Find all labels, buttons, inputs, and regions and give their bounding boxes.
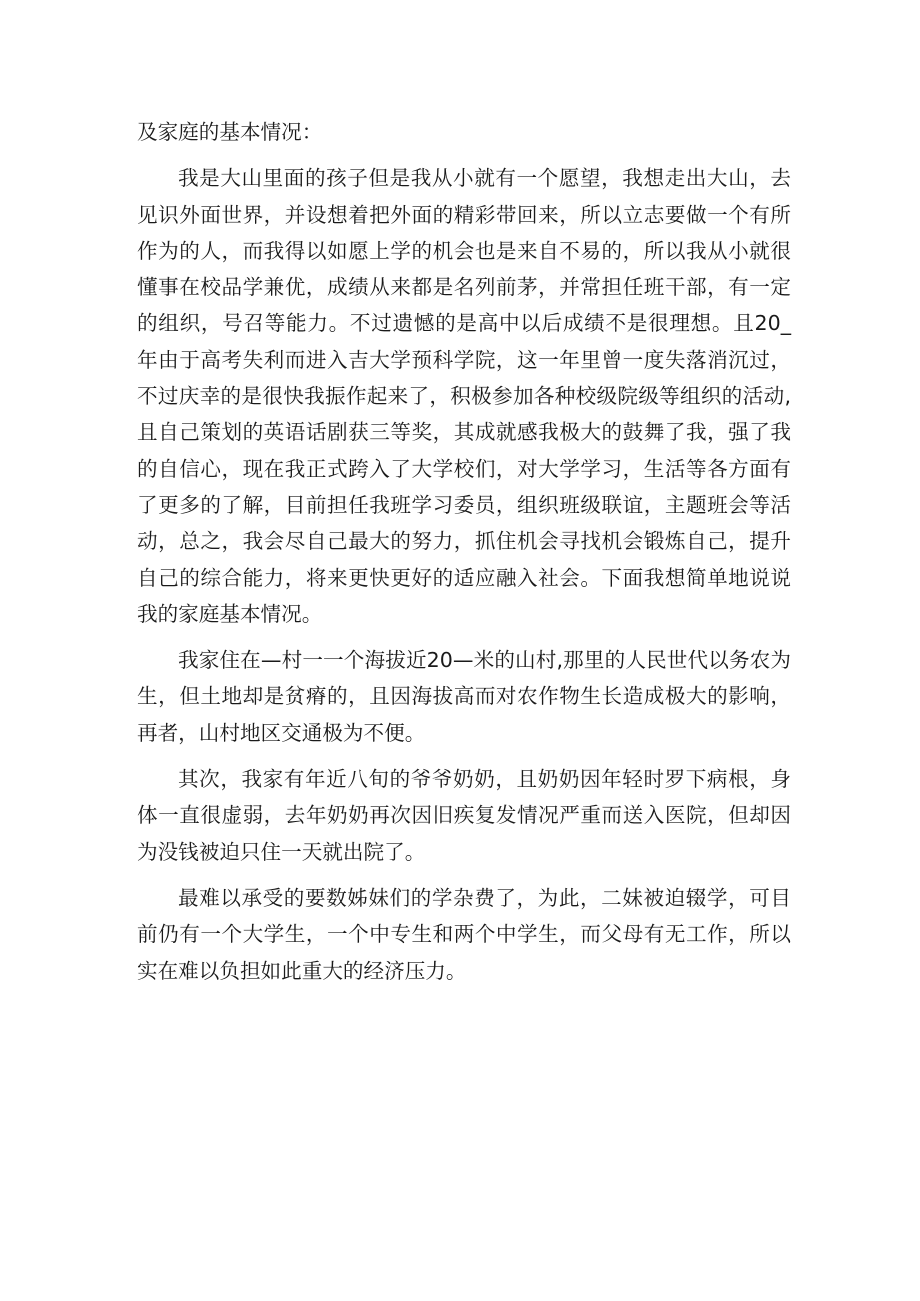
paragraph-personal-background: 我是大山里面的孩子但是我从小就有一个愿望，我想走出大山，去见识外面世界，并设想着把外面的精彩带回来，所以立志要做一个有所作为的人，而我得以如愿上学的机会也是来自不易的，所以我从小就很懂事在校品学兼优，成绩从来都是名列前茅，并常担任班干部，有一定的组织，号召等能力。不过遗憾的是高中以后成绩不是很理想。且20_年由于高考失利而进入吉大学预科学院，这一年里曾一度失落消沉过，不过庆幸的是很快我振作起来了，积极参加各种校级院级等组织的活动,且自己策划的英语话剧获三等奖，其成就感我极大的鼓舞了我，强了我的自信心，现在我正式跨入了大学校们，对大学学习，生活等各方面有了更多的了解，目前担任我班学习委员，组织班级联谊，主题班会等活动，总之，我会尽自己最大的努力，抓住机会寻找机会锻炼自己，提升自己的综合能力，将来更快更好的适应融入社会。下面我想简单地说说我的家庭基本情况。 <box>137 166 791 626</box>
paragraph-hometown: 我家住在—村一一个海拔近20—米的山村,那里的人民世代以务农为生，但土地却是贫瘠的，且因海拔高而对农作物生长造成极大的影响，再者，山村地区交通极为不便。 <box>137 648 791 745</box>
document-body <box>137 114 791 999</box>
paragraph-tuition-burden: 最难以承受的要数姊妹们的学杂费了，为此，二妹被迫辍学，可目前仍有一个大学生，一个中专生和两个中学生，而父母有无工作，所以实在难以负担如此重大的经济压力。 <box>137 885 791 983</box>
paragraph-intro-heading: 及家庭的基本情况： <box>137 120 323 144</box>
paragraph-grandparents: 其次，我家有年近八旬的爷爷奶奶，且奶奶因年轻时罗下病根，身体一直很虚弱，去年奶奶再次因旧疾复发情况严重而送入医院，但却因为没钱被迫只住一天就出院了。 <box>137 767 791 864</box>
